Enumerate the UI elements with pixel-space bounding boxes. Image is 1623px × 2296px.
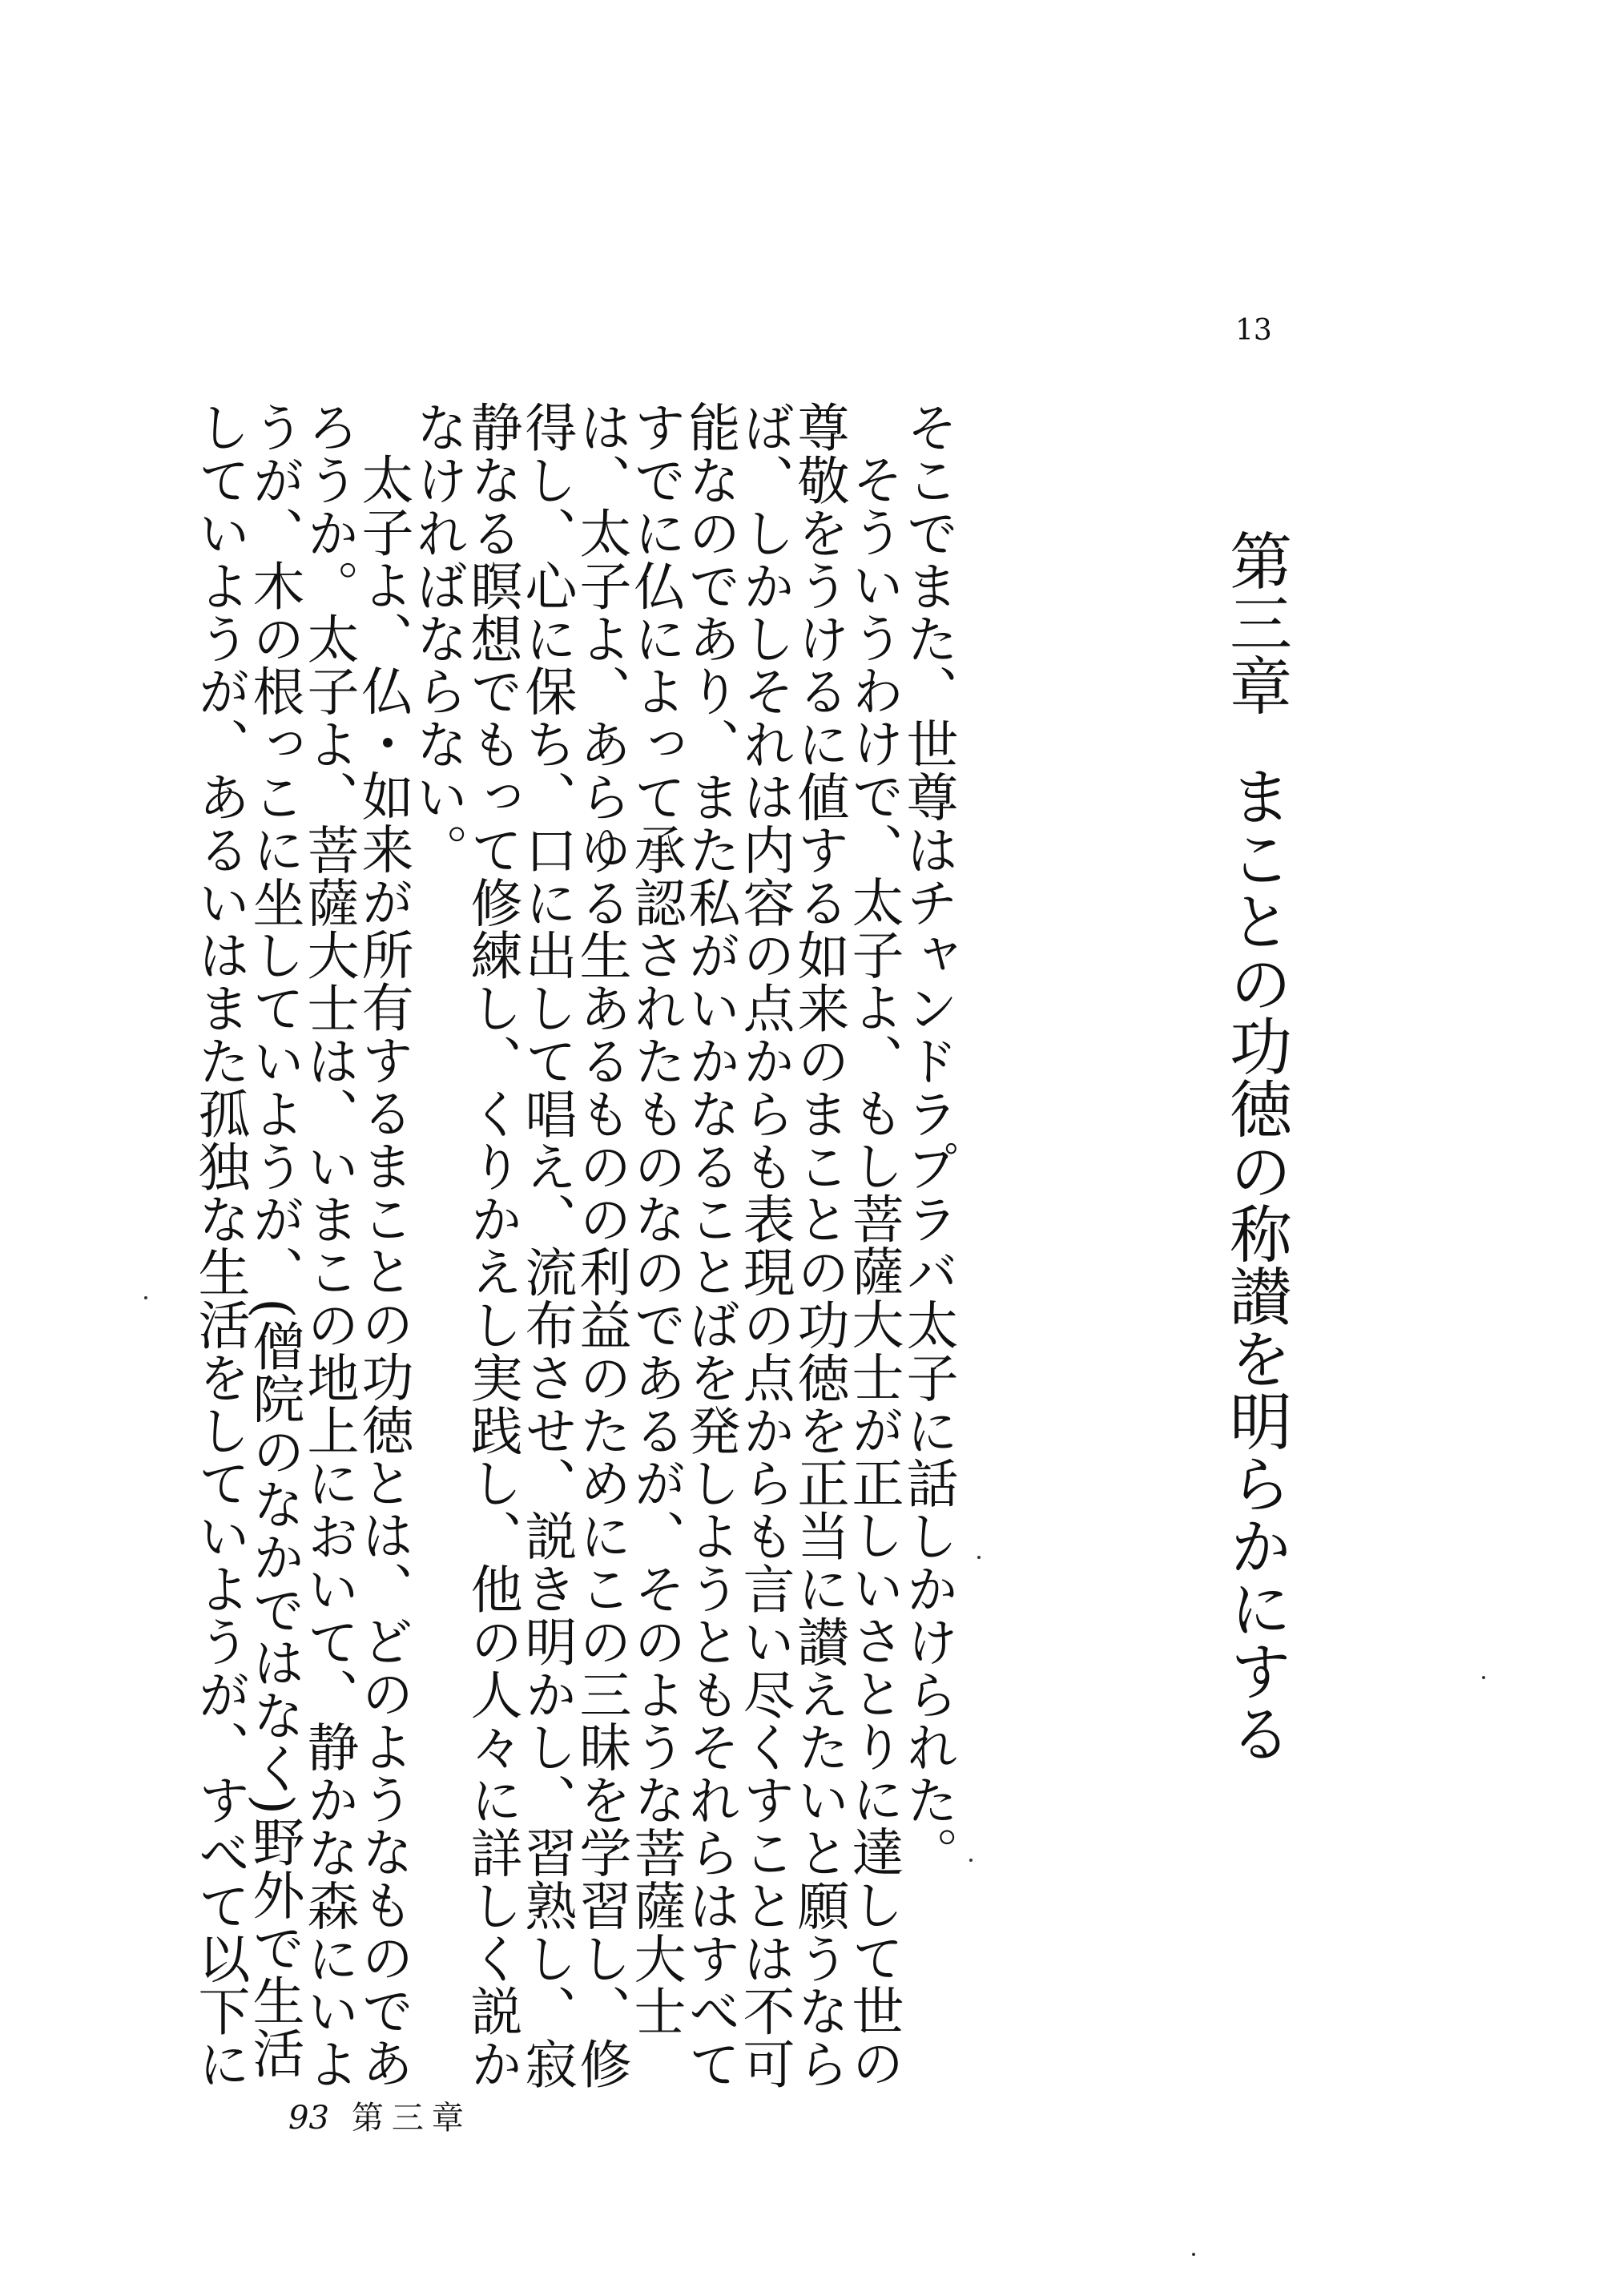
paragraph-3: 太子よ、仏・如来が所有するまことの功徳とは、どのようなものであろうか。太子よ、菩薩大士は、いまこの地上において、静かな森にいようが、木の根っこに坐していようが、(僧院のなかではなく)野外で生活していようが、あるいはまた孤独な生活をしていようが、すべて以下に — [189, 401, 413, 2090]
scan-speck — [1192, 2253, 1195, 2256]
chapter-number: 13 — [1235, 314, 1272, 347]
page-number: 93 — [288, 2100, 329, 2137]
chapter-title-text: まことの功徳の称讃を明らかにする — [1219, 764, 1291, 1764]
scan-speck — [1482, 1676, 1485, 1679]
scan-speck — [144, 1296, 147, 1299]
paragraph-2: そういうわけで、太子よ、もし菩薩大士が正しいさとりに達して世の尊敬をうけるに値する如来のまことの功徳を正当に讃えたいと願うならば、しかしそれは内容の点からも表現の点からも言い尽くすことは不可能なのであり、また私がいかなることばを発しようともそれらはすべてすでに仏によって承認されたものなのであるが、そのような菩薩大士は、太子よ、あらゆる生あるものの利益のためにこの三昧を学習し、修得し、心に保ち、口に出して唱え、流布させ、説き明かし、習熟し、寂静なる瞑想でもって修練し、くりかえし実践し、他の人々に詳しく説かなければならない。 — [407, 401, 903, 2090]
page-footer — [288, 2093, 472, 2138]
paragraph-1: そこでまた、世尊はチャンドラプラバ太子に話しかけられた。 — [897, 401, 957, 1879]
scan-speck — [977, 1556, 981, 1559]
chapter-title-label: 第三章 — [1219, 529, 1291, 716]
body-text — [189, 401, 957, 2115]
scan-speck — [969, 1859, 973, 1862]
chapter-title — [1219, 529, 1291, 1764]
running-footer-label: 第三章 — [351, 2100, 472, 2137]
